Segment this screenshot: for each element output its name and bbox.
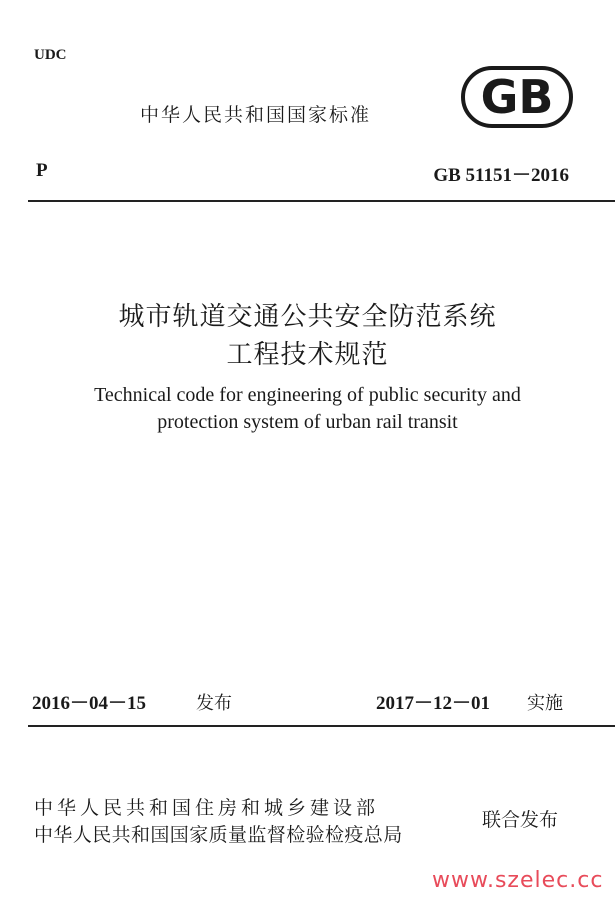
publisher-quality-administration: 中华人民共和国国家质量监督检验检疫总局 xyxy=(34,824,403,846)
implementation-label: 实施 xyxy=(527,693,563,714)
joint-release-label: 联合发布 xyxy=(482,809,559,831)
classification-code: P xyxy=(36,160,48,181)
issue-date: 2016－04－15 xyxy=(32,693,147,714)
title-english-line-2: protection system of urban rail transit xyxy=(157,411,458,433)
udc-label: UDC xyxy=(34,47,67,63)
standard-number: GB 51151－2016 xyxy=(433,165,569,186)
gb-logo-text: GB xyxy=(480,70,554,124)
national-standard-heading: 中华人民共和国国家标准 xyxy=(140,104,372,126)
footer-divider xyxy=(28,725,615,727)
issue-label: 发布 xyxy=(196,693,232,714)
title-english-line-1: Technical code for engineering of public security and xyxy=(94,384,521,406)
implementation-date: 2017－12－01 xyxy=(376,693,491,714)
watermark-url: www.szelec.cc xyxy=(432,868,604,893)
gb-logo xyxy=(461,66,573,128)
title-chinese-line-2: 工程技术规范 xyxy=(226,340,389,369)
publisher-ministry-housing: 中华人民共和国住房和城乡建设部 xyxy=(34,797,380,819)
title-chinese-line-1: 城市轨道交通公共安全防范系统 xyxy=(118,302,497,331)
header-divider xyxy=(28,200,615,202)
